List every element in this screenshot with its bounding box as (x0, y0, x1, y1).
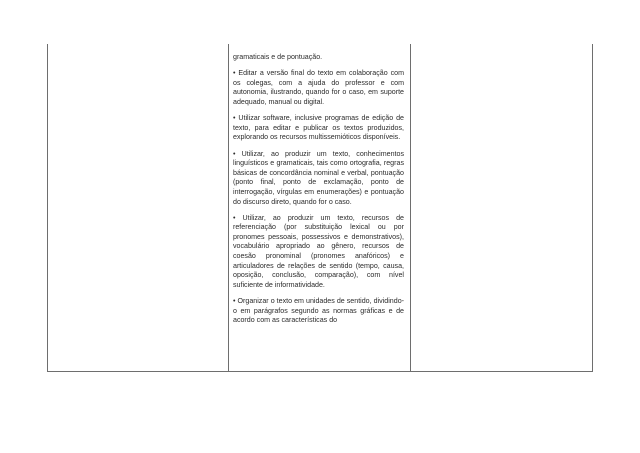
paragraph-software: • Utilizar software, inclusive programas de edição de texto, para editar e publicar os textos produzidos, explorando os recursos multissemióticos disponíveis. (233, 114, 404, 142)
column-divider-left (228, 44, 229, 371)
column-divider-right (410, 44, 411, 371)
middle-column-text (233, 53, 404, 326)
paragraph-editar: • Editar a versão final do texto em colaboração com os colegas, com a ajuda do professor e com autonomia, ilustrando, quando for o caso, em suporte adequado, manual ou digital. (233, 69, 404, 106)
paragraph-organizar: • Organizar o texto em unidades de sentido, dividindo-o em parágrafos segundo as normas gráficas e de acordo com as características do (233, 297, 404, 325)
paragraph-referenciacao: • Utilizar, ao produzir um texto, recursos de referenciação (por substituição lexical ou por pronomes pessoais, possessivos e demonstrativos), vocabulário apropriado ao gênero, recursos de coesão pronominal (pronomes anafóricos) e articuladores de relações de sentido (tempo, causa, oposição, conclusão, comparação), com nível suficiente de informatividade. (233, 213, 404, 289)
paragraph-continuation: gramaticais e de pontuação. (233, 53, 323, 61)
document-table (47, 44, 593, 372)
paragraph-conhecimentos: • Utilizar, ao produzir um texto, conhecimentos linguísticos e gramaticais, tais como ortografia, regras básicas de concordância nominal e verbal, pontuação (ponto final, ponto de exclamação, ponto de interrogação, vírgulas em enumerações) e pontuação do discurso direto, quando for o caso. (233, 149, 404, 206)
